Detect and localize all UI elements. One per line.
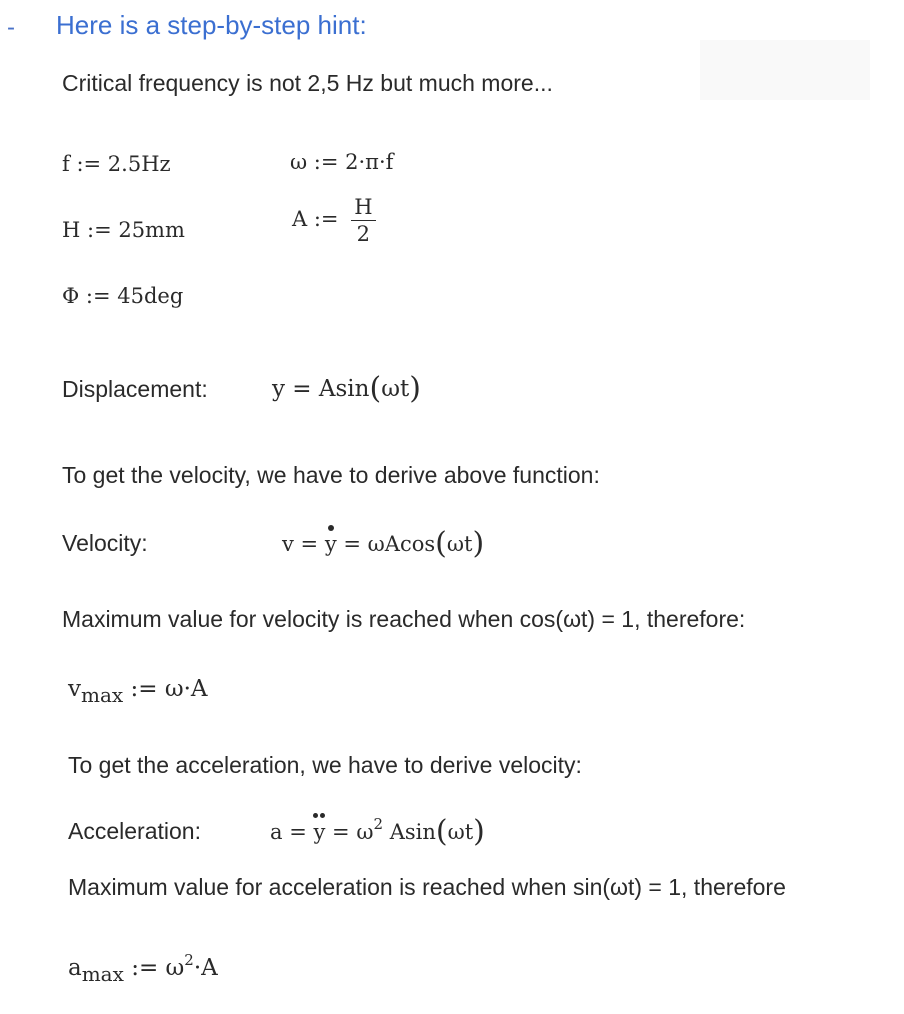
- vmax-rhs: := ω·A: [123, 676, 208, 702]
- def-height: H := 25mm: [62, 218, 185, 242]
- amplitude-lhs: A :=: [292, 207, 339, 232]
- velocity-equation: [282, 526, 485, 561]
- dot-mark-left: [313, 813, 318, 818]
- accel-mid2: Asin: [389, 820, 436, 844]
- def-frequency: f := 2.5Hz: [62, 152, 171, 176]
- def-phase: Φ := 45deg: [62, 284, 184, 308]
- hint-heading: Here is a step-by-step hint:: [56, 10, 367, 40]
- y-dot: [325, 532, 337, 556]
- y-ddot-symbol: y: [313, 820, 326, 844]
- amax-rhs2: ·A: [193, 955, 218, 981]
- displacement-equation: [272, 371, 421, 406]
- accel-arg: ωt: [447, 820, 474, 844]
- vmax-subscript: max: [81, 683, 124, 707]
- y-dot-symbol: y: [324, 532, 337, 556]
- accel-lhs: a =: [270, 820, 307, 844]
- velocity-arg: ωt: [446, 532, 473, 556]
- displacement-label: Displacement:: [62, 376, 208, 402]
- amax-power: 2: [184, 951, 194, 969]
- paren-close: ): [472, 526, 485, 561]
- displacement-arg: ωt: [381, 376, 410, 402]
- def-omega: ω := 2·π·f: [290, 150, 394, 174]
- fraction-denominator: 2: [356, 222, 371, 247]
- paren-open: (: [435, 814, 448, 849]
- accel-intro: To get the acceleration, we have to derive velocity:: [68, 752, 582, 778]
- amax-subscript: max: [81, 962, 124, 986]
- velocity-lhs: v =: [282, 532, 319, 556]
- def-amplitude: [292, 196, 376, 245]
- vmax-equation: [68, 676, 208, 707]
- amax-equation: [68, 951, 218, 986]
- accel-mid1: = ω: [332, 820, 374, 844]
- dot-mark-right: [320, 813, 325, 818]
- amax-base: a: [68, 955, 82, 981]
- y-double-dot: [313, 820, 325, 844]
- velocity-mid: = ωAcos: [343, 532, 436, 556]
- displacement-prefix: y = Asin: [272, 376, 370, 402]
- scan-artifact: [700, 40, 870, 100]
- amplitude-fraction: [351, 196, 375, 245]
- acceleration-label: Acceleration:: [68, 818, 201, 844]
- paren-close: ): [473, 814, 485, 849]
- fraction-numerator: H: [354, 195, 373, 219]
- paren-close: ): [409, 371, 421, 406]
- velocity-intro: To get the velocity, we have to derive above function:: [62, 462, 600, 488]
- vmax-intro: Maximum value for velocity is reached when cos(ωt) = 1, therefore:: [62, 606, 746, 632]
- acceleration-equation: [270, 814, 485, 849]
- vmax-base: v: [68, 676, 81, 702]
- dot-mark: [328, 525, 334, 531]
- amax-intro: Maximum value for acceleration is reached when sin(ωt) = 1, therefore: [68, 874, 786, 900]
- accel-power: 2: [373, 815, 383, 833]
- intro-text: Critical frequency is not 2,5 Hz but much more...: [62, 70, 553, 96]
- paren-open: (: [369, 371, 382, 406]
- bullet-dash: -: [7, 14, 15, 41]
- paren-open: (: [435, 526, 447, 561]
- velocity-label: Velocity:: [62, 530, 148, 556]
- amax-rhs1: := ω: [123, 955, 185, 981]
- fraction-bar: [351, 220, 375, 221]
